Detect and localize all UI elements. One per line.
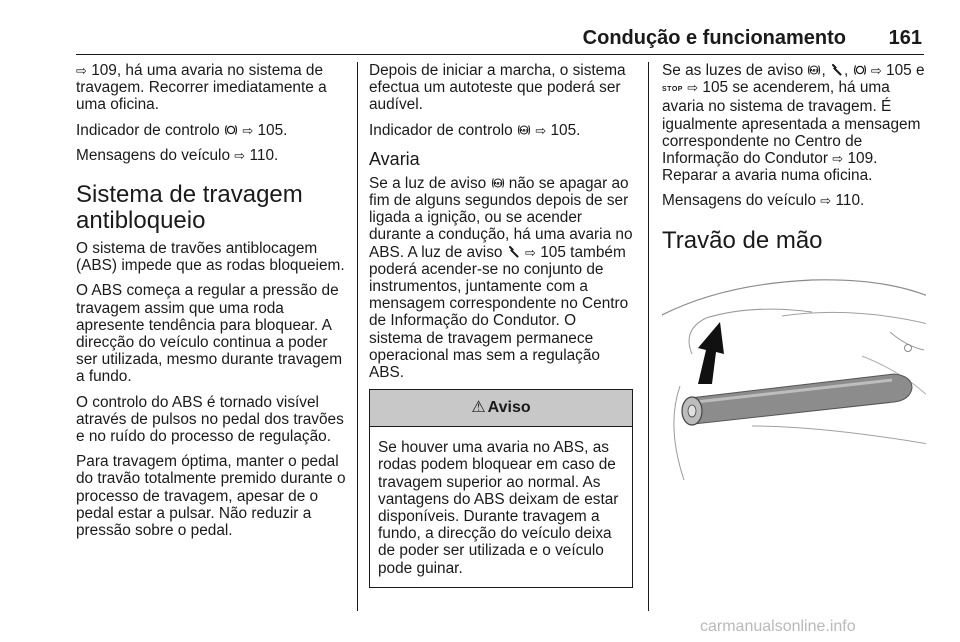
page-ref-arrow-icon[interactable]: ⇨ — [820, 193, 832, 209]
svg-text:ABS: ABS — [519, 128, 529, 133]
page-ref-arrow-icon[interactable]: ⇨ — [242, 122, 254, 138]
column-3 — [662, 62, 926, 260]
service-wrench-icon — [507, 246, 521, 258]
warning-text: Se houver uma avaria no ABS, as rodas podem bloquear em caso de travagem superior ao normal. As vantagens do ABS deixam de estar disponíveis. Durante travagem a fundo, a direcção do veículo deixa de poder ser utilizada e o veículo pode guinar. — [378, 439, 619, 577]
svg-text:ABS: ABS — [493, 181, 502, 186]
warning-header: ⚠ Aviso — [370, 390, 632, 427]
paragraph: Se a luz de aviso ABS não se apagar ao fim de alguns segundos depois de ser ligada a ignição, ou se acender durante a condução, há uma avaria no ABS. A luz de aviso ⇨ 105 também poderá acender-se no conjunto de instrumentos, juntamente com a mensagem correspondente no Centro de Informação do Condutor. O sistema de travagem permanece operacional mas sem a regulação ABS. — [369, 174, 633, 382]
abs-icon — [517, 124, 531, 136]
abs-icon — [491, 177, 505, 189]
section-heading: Travão de mão — [662, 226, 823, 254]
page-ref-arrow-icon[interactable]: ⇨ — [832, 151, 844, 167]
section-title: Condução e funcionamento — [582, 27, 846, 49]
paragraph: Indicador de controlo ⇨ 105. — [76, 121, 288, 139]
brake-warning-icon — [224, 124, 238, 136]
page-ref-arrow-icon[interactable]: ⇨ — [535, 122, 547, 138]
page-ref-arrow-icon[interactable]: ⇨ — [234, 147, 246, 163]
paragraph: O ABS começa a regular a pressão de travagem assim que uma roda apresente tendência para bloquear. A direcção do veículo continua a poder ser utilizada, mesmo durante travagem a fundo. — [76, 282, 343, 386]
column-1 — [76, 62, 352, 547]
page-ref-arrow-icon[interactable]: ⇨ — [870, 63, 882, 78]
abs-icon — [807, 64, 821, 76]
handbrake-illustration — [662, 276, 926, 480]
paragraph: Depois de iniciar a marcha, o sistema efectua um autoteste que poderá ser audível. — [369, 62, 626, 114]
watermark: carmanualsonline.info — [700, 618, 856, 635]
paragraph: Indicador de controlo ABS ⇨ 105. — [369, 121, 581, 139]
svg-text:ABS: ABS — [810, 68, 819, 73]
brake-warning-icon — [853, 64, 867, 76]
paragraph: Mensagens do veículo ⇨ 110. — [76, 146, 279, 164]
paragraph: O sistema de travões antiblocagem (ABS) impede que as rodas bloqueiem. — [76, 240, 345, 275]
service-wrench-icon — [830, 64, 844, 76]
paragraph: Se as luzes de aviso ABS , , ⇨ 105 e STOP ⇨ 105 se acenderem, há uma avaria no sistema de travagem. É igualmente apresentada a mensagem correspondente no Centro de Informação do Condutor ⇨ 109. Reparar a avaria numa oficina. — [662, 62, 925, 185]
page-number: 161 — [888, 27, 922, 49]
sub-heading: Avaria — [369, 148, 420, 169]
paragraph: ⇨ 109, há uma avaria no sistema de travagem. Recorrer imediatamente a uma oficina. — [76, 62, 327, 114]
page-header — [76, 26, 924, 55]
warning-triangle-icon: ⚠ — [471, 399, 486, 417]
page-ref-arrow-icon[interactable]: ⇨ — [525, 244, 536, 260]
stop-icon: STOP — [662, 86, 683, 94]
column-divider — [648, 62, 649, 611]
paragraph: Para travagem óptima, manter o pedal do travão totalmente premido durante o processo de travagem, apesar de o pedal estar a pulsar. Não reduzir a pressão sobre o pedal. — [76, 453, 346, 540]
page-ref-arrow-icon[interactable]: ⇨ — [76, 63, 87, 78]
paragraph: O controlo do ABS é tornado visível através de pulsos no pedal dos travões e no ruído do processo de regulação. — [76, 393, 344, 446]
column-divider — [357, 62, 358, 611]
warning-box — [369, 389, 633, 588]
section-heading: Sistema de travagem antibloqueio — [76, 181, 303, 235]
paragraph: Mensagens do veículo ⇨ 110. — [662, 192, 865, 210]
column-2 — [369, 62, 633, 588]
page-ref-arrow-icon[interactable]: ⇨ — [687, 80, 699, 96]
